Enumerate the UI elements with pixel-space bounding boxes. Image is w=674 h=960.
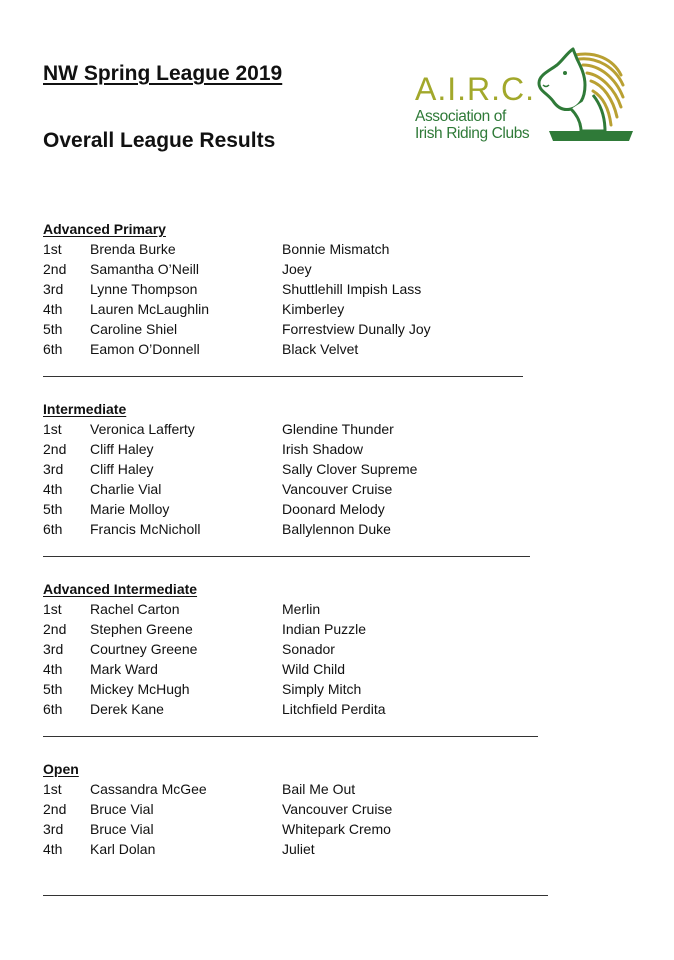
- horse-name: Ballylennon Duke: [282, 521, 391, 537]
- rider-name: Lauren McLaughlin: [90, 301, 210, 317]
- rider-name: Courtney Greene: [90, 641, 198, 657]
- result-row: [43, 839, 553, 859]
- rider-name: Eamon O’Donnell: [90, 341, 200, 357]
- result-row: [43, 419, 553, 439]
- horse-name: Litchfield Perdita: [282, 701, 386, 717]
- section-title: Advanced Primary: [43, 221, 166, 237]
- section-divider: [43, 895, 548, 896]
- result-row: [43, 679, 553, 699]
- horse-name: Forrestview Dunally Joy: [282, 321, 431, 337]
- logo-text-line1: Association of: [415, 108, 506, 125]
- result-row: [43, 319, 553, 339]
- logo-abbreviation: A.I.R.C.: [415, 71, 536, 107]
- horse-name: Bail Me Out: [282, 781, 356, 797]
- rider-name: Cliff Haley: [90, 441, 154, 457]
- result-row: [43, 799, 553, 819]
- result-row: [43, 599, 553, 619]
- section-divider: [43, 376, 523, 377]
- section-title: Open: [43, 761, 79, 777]
- section-open: [43, 759, 553, 859]
- logo-text-line2: Irish Riding Clubs: [415, 125, 530, 142]
- horse-name: Sonador: [282, 641, 335, 657]
- rider-name: Veronica Lafferty: [90, 421, 195, 437]
- rider-name: Francis McNicholl: [90, 521, 201, 537]
- result-row: [43, 619, 553, 639]
- place: 5th: [43, 321, 63, 337]
- horse-name: Juliet: [282, 841, 315, 857]
- rider-name: Lynne Thompson: [90, 281, 198, 297]
- rider-name: Bruce Vial: [90, 801, 154, 817]
- place: 2nd: [43, 261, 67, 277]
- place: 4th: [43, 301, 63, 317]
- place: 5th: [43, 501, 63, 517]
- result-row: [43, 499, 553, 519]
- rider-name: Caroline Shiel: [90, 321, 178, 337]
- rider-name: Cliff Haley: [90, 461, 154, 477]
- horse-name: Shuttlehill Impish Lass: [282, 281, 422, 297]
- horse-name: Sally Clover Supreme: [282, 461, 418, 477]
- horse-name: Doonard Melody: [282, 501, 385, 517]
- result-row: [43, 699, 553, 719]
- rider-name: Derek Kane: [90, 701, 164, 717]
- horse-name: Bonnie Mismatch: [282, 241, 390, 257]
- result-row: [43, 819, 553, 839]
- section-divider: [43, 556, 530, 557]
- place: 6th: [43, 701, 63, 717]
- rider-name: Karl Dolan: [90, 841, 156, 857]
- place: 4th: [43, 841, 63, 857]
- rider-name: Cassandra McGee: [90, 781, 207, 797]
- horse-name: Whitepark Cremo: [282, 821, 391, 837]
- page-subtitle: Overall League Results: [43, 129, 276, 152]
- result-row: [43, 239, 553, 259]
- result-row: [43, 299, 553, 319]
- rider-name: Marie Molloy: [90, 501, 170, 517]
- place: 1st: [43, 421, 62, 437]
- place: 6th: [43, 341, 63, 357]
- horse-name: Indian Puzzle: [282, 621, 367, 637]
- horse-name: Simply Mitch: [282, 681, 362, 697]
- place: 2nd: [43, 621, 67, 637]
- result-row: [43, 259, 553, 279]
- rider-name: Charlie Vial: [90, 481, 162, 497]
- result-row: [43, 519, 553, 539]
- place: 1st: [43, 241, 62, 257]
- place: 4th: [43, 481, 63, 497]
- rider-name: Rachel Carton: [90, 601, 180, 617]
- place: 3rd: [43, 281, 64, 297]
- place: 3rd: [43, 461, 64, 477]
- place: 2nd: [43, 801, 67, 817]
- airc-logo: [410, 45, 638, 145]
- place: 2nd: [43, 441, 67, 457]
- place: 3rd: [43, 821, 64, 837]
- result-row: [43, 279, 553, 299]
- place: 4th: [43, 661, 63, 677]
- page-title: NW Spring League 2019: [43, 62, 283, 85]
- rider-name: Samantha O’Neill: [90, 261, 199, 277]
- result-row: [43, 639, 553, 659]
- section-intermediate: [43, 399, 553, 539]
- result-row: [43, 779, 553, 799]
- rider-name: Brenda Burke: [90, 241, 176, 257]
- horse-name: Kimberley: [282, 301, 345, 317]
- horse-name: Black Velvet: [282, 341, 359, 357]
- horse-name: Irish Shadow: [282, 441, 363, 457]
- horse-name: Merlin: [282, 601, 321, 617]
- section-title: Intermediate: [43, 401, 127, 417]
- horse-name: Joey: [282, 261, 312, 277]
- section-divider: [43, 736, 538, 737]
- result-row: [43, 479, 553, 499]
- result-row: [43, 659, 553, 679]
- section-advanced-intermediate: [43, 579, 553, 719]
- rider-name: Mark Ward: [90, 661, 158, 677]
- result-row: [43, 459, 553, 479]
- result-row: [43, 339, 553, 359]
- result-row: [43, 439, 553, 459]
- place: 3rd: [43, 641, 64, 657]
- horse-name: Vancouver Cruise: [282, 481, 393, 497]
- horse-name: Wild Child: [282, 661, 346, 677]
- place: 1st: [43, 601, 62, 617]
- place: 6th: [43, 521, 63, 537]
- horse-name: Glendine Thunder: [282, 421, 394, 437]
- place: 1st: [43, 781, 62, 797]
- horse-name: Vancouver Cruise: [282, 801, 393, 817]
- rider-name: Bruce Vial: [90, 821, 154, 837]
- section-title: Advanced Intermediate: [43, 581, 198, 597]
- rider-name: Stephen Greene: [90, 621, 193, 637]
- horse-head-icon: [535, 45, 640, 145]
- section-advanced-primary: [43, 219, 553, 359]
- place: 5th: [43, 681, 63, 697]
- rider-name: Mickey McHugh: [90, 681, 190, 697]
